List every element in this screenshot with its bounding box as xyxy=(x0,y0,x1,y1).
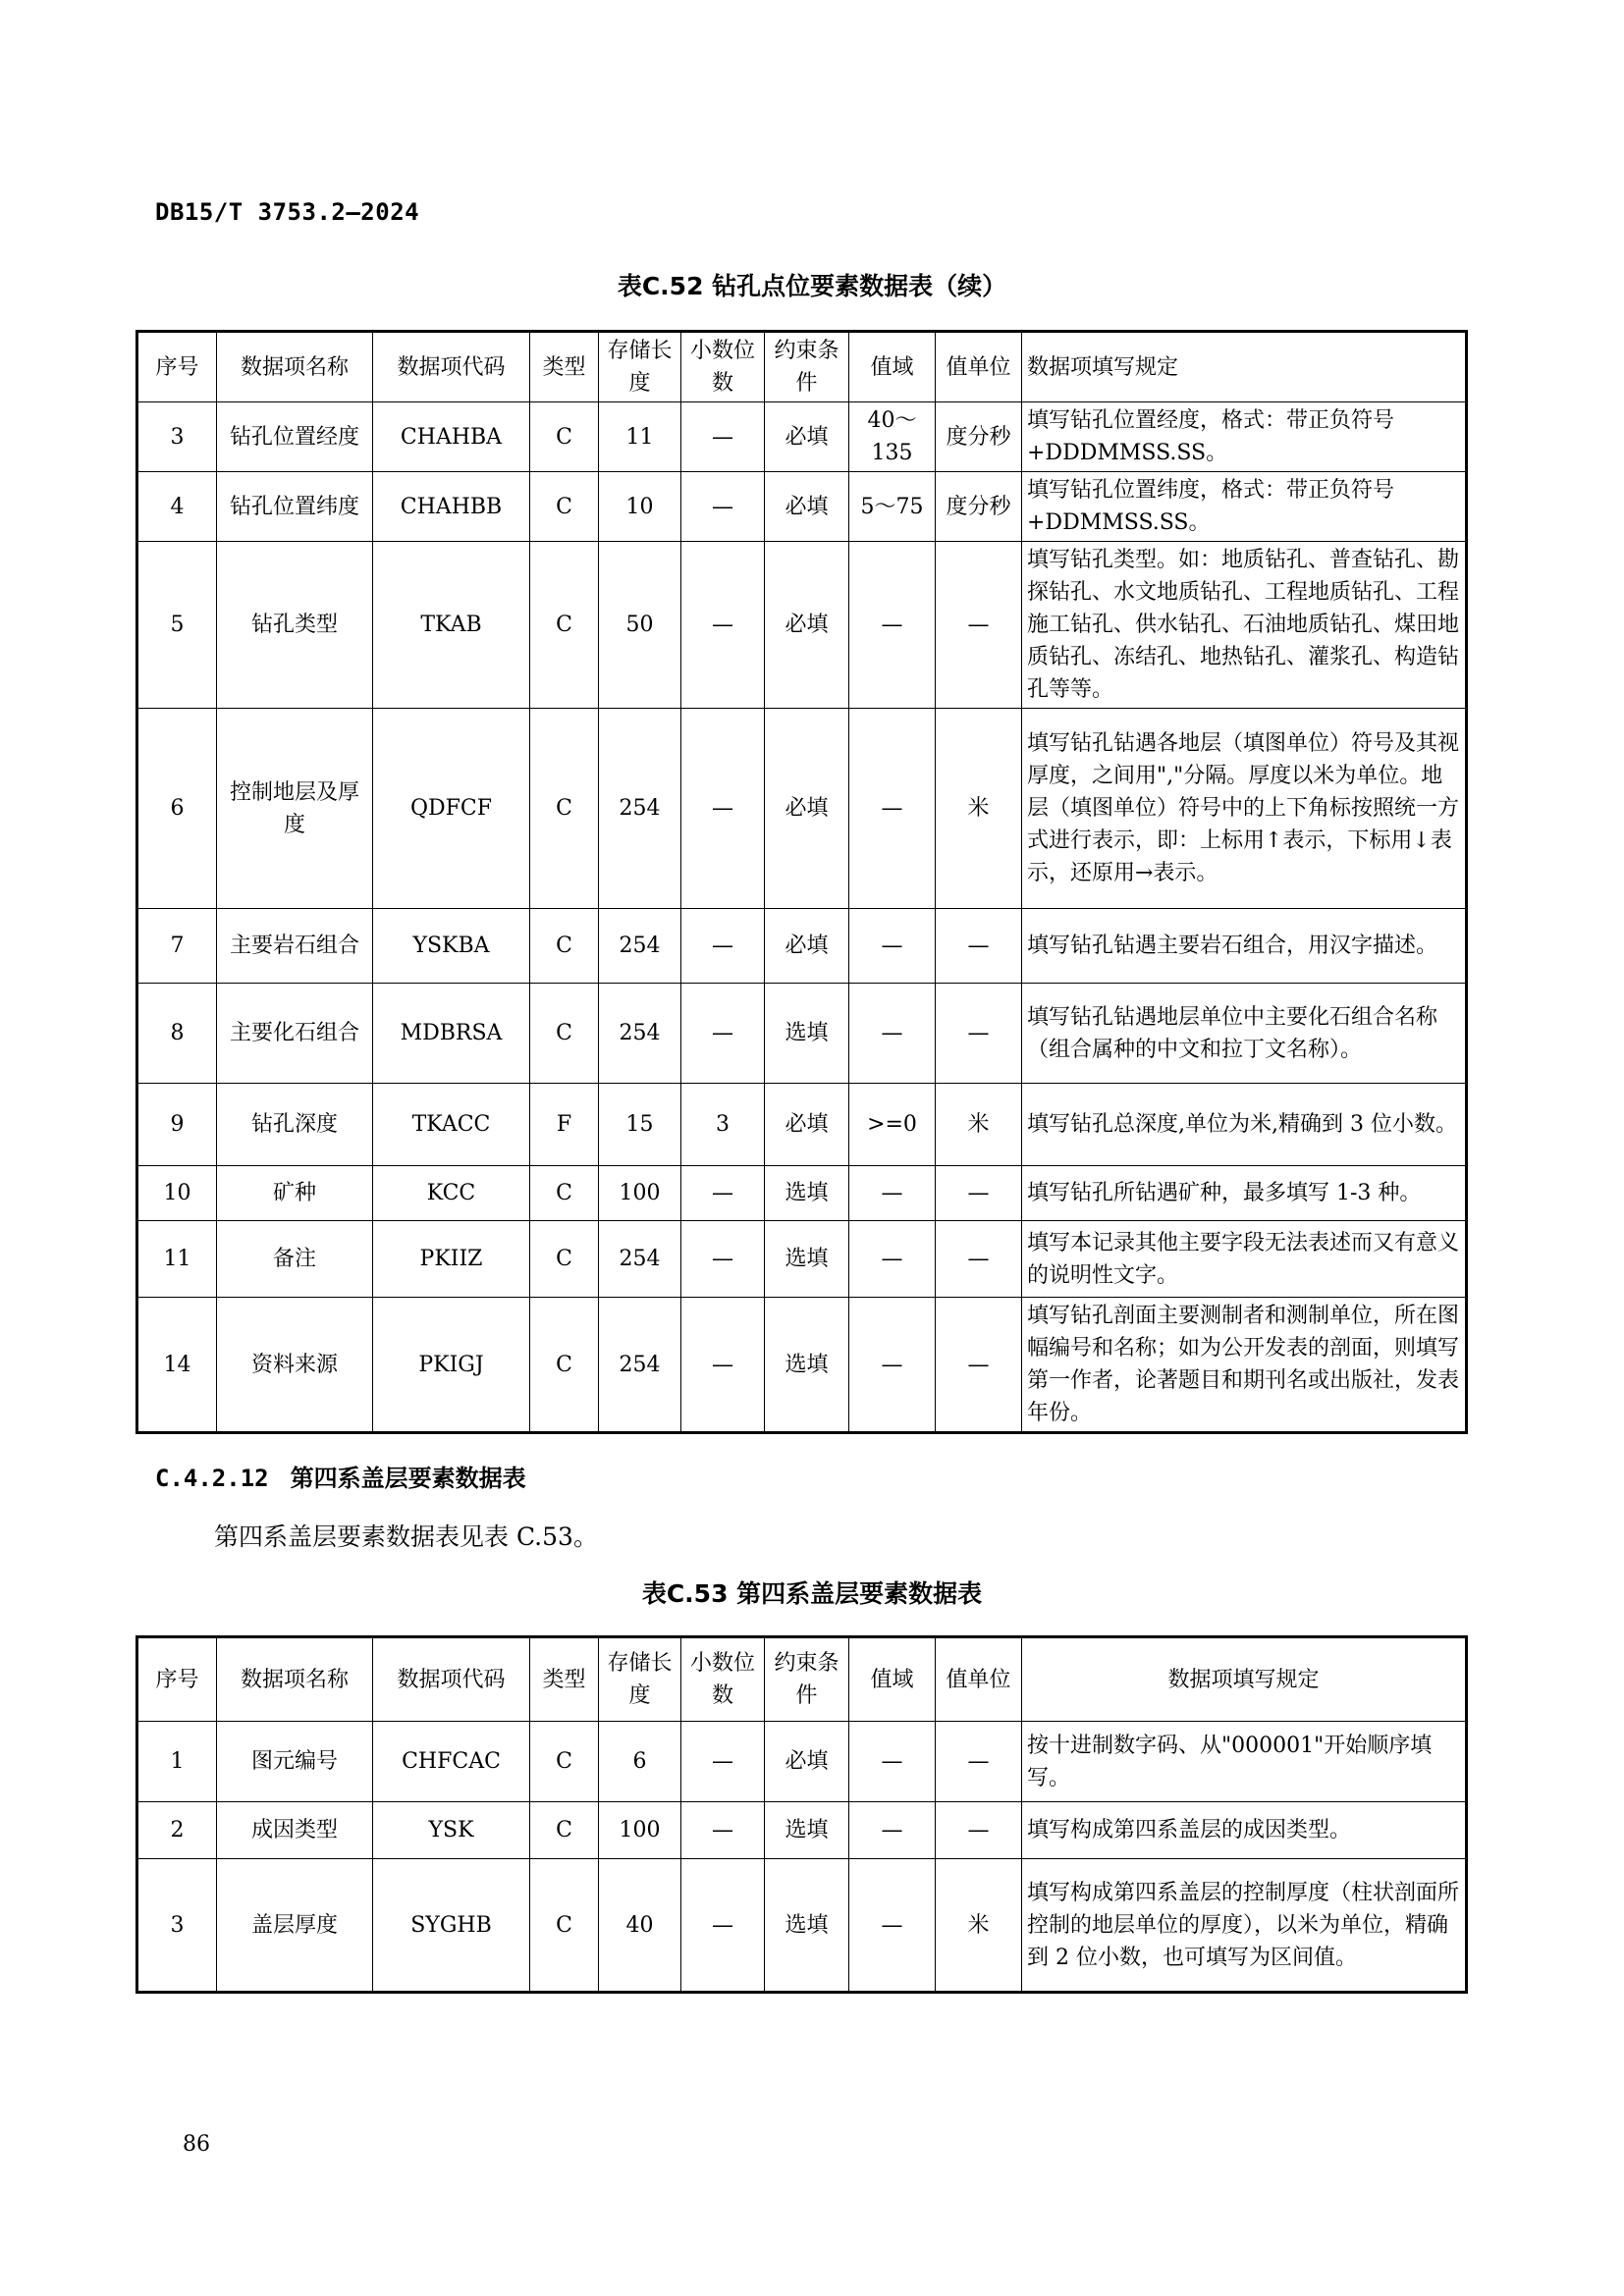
section-title: 第四系盖层要素数据表 xyxy=(290,1465,526,1492)
table-cell: — xyxy=(681,709,765,909)
table-cell: 选填 xyxy=(765,984,849,1084)
table-cell: SYGHB xyxy=(373,1859,530,1993)
table-cell: 10 xyxy=(137,1166,217,1221)
table-cell: C xyxy=(530,1166,599,1221)
table-cell: CHAHBB xyxy=(373,472,530,542)
table-cell: 选填 xyxy=(765,1298,849,1433)
header-cell: 值域 xyxy=(849,332,936,402)
table-cell: 必填 xyxy=(765,472,849,542)
table-row xyxy=(137,909,1467,984)
header-cell: 数据项填写规定 xyxy=(1022,1637,1467,1722)
table-cell: 控制地层及厚度 xyxy=(217,709,373,909)
table2 xyxy=(135,1635,1468,1994)
table-cell: — xyxy=(681,1802,765,1859)
table-cell: 5～75 xyxy=(849,472,936,542)
table-cell: >=0 xyxy=(849,1084,936,1166)
table-cell: 填写钻孔剖面主要测制者和测制单位，所在图幅编号和名称；如为公开发表的剖面，则填写第一作者，论著题目和期刊名或出版社，发表年份。 xyxy=(1022,1298,1467,1433)
header-cell: 序号 xyxy=(137,332,217,402)
table-cell: F xyxy=(530,1084,599,1166)
table-cell: YSKBA xyxy=(373,909,530,984)
table-header-row xyxy=(137,332,1467,402)
table-cell: 6 xyxy=(599,1722,681,1802)
header-cell: 存储长度 xyxy=(599,332,681,402)
table-cell: PKIIZ xyxy=(373,1221,530,1298)
table-cell: — xyxy=(936,1166,1022,1221)
table-cell: MDBRSA xyxy=(373,984,530,1084)
table-cell: — xyxy=(681,984,765,1084)
table-cell: 盖层厚度 xyxy=(217,1859,373,1993)
table-cell: 3 xyxy=(681,1084,765,1166)
table-cell: — xyxy=(936,542,1022,709)
header-cell: 数据项代码 xyxy=(373,1637,530,1722)
header-cell: 小数位数 xyxy=(681,1637,765,1722)
table-row xyxy=(137,1166,1467,1221)
table-cell: 米 xyxy=(936,1084,1022,1166)
table-cell: 填写钻孔位置经度，格式：带正负符号+DDDMMSS.SS。 xyxy=(1022,402,1467,472)
table-cell: 选填 xyxy=(765,1859,849,1993)
table-cell: 14 xyxy=(137,1298,217,1433)
table-cell: — xyxy=(849,1166,936,1221)
table-cell: 矿种 xyxy=(217,1166,373,1221)
section-heading xyxy=(155,1459,526,1493)
table-cell: C xyxy=(530,984,599,1084)
table-cell: — xyxy=(936,1221,1022,1298)
table-cell: 254 xyxy=(599,984,681,1084)
header-cell: 小数位数 xyxy=(681,332,765,402)
table-row xyxy=(137,1859,1467,1993)
table-cell: TKAB xyxy=(373,542,530,709)
table-cell: 填写钻孔所钻遇矿种，最多填写 1-3 种。 xyxy=(1022,1166,1467,1221)
table-cell: 填写构成第四系盖层的控制厚度（柱状剖面所控制的地层单位的厚度），以米为单位，精确到 2 位小数，也可填写为区间值。 xyxy=(1022,1859,1467,1993)
table-cell: 资料来源 xyxy=(217,1298,373,1433)
table-cell: TKACC xyxy=(373,1084,530,1166)
table-cell: 40～135 xyxy=(849,402,936,472)
table-cell: 按十进制数字码、从"000001"开始顺序填写。 xyxy=(1022,1722,1467,1802)
table-cell: 图元编号 xyxy=(217,1722,373,1802)
table-cell: — xyxy=(936,1298,1022,1433)
table-cell: 254 xyxy=(599,709,681,909)
table-cell: 米 xyxy=(936,1859,1022,1993)
table-cell: 1 xyxy=(137,1722,217,1802)
table-cell: QDFCF xyxy=(373,709,530,909)
table-cell: 3 xyxy=(137,1859,217,1993)
document-id: DB15/T 3753.2—2024 xyxy=(155,198,420,226)
header-cell: 值单位 xyxy=(936,1637,1022,1722)
table-cell: C xyxy=(530,909,599,984)
table-cell: 50 xyxy=(599,542,681,709)
table-cell: 100 xyxy=(599,1166,681,1221)
header-cell: 数据项代码 xyxy=(373,332,530,402)
table-cell: 15 xyxy=(599,1084,681,1166)
table-cell: — xyxy=(681,1221,765,1298)
table-cell: 选填 xyxy=(765,1802,849,1859)
table-cell: 填写构成第四系盖层的成因类型。 xyxy=(1022,1802,1467,1859)
table-cell: 必填 xyxy=(765,1084,849,1166)
table-cell: 填写钻孔类型。如：地质钻孔、普查钻孔、勘探钻孔、水文地质钻孔、工程地质钻孔、工程施工钻孔、供水钻孔、石油地质钻孔、煤田地质钻孔、冻结孔、地热钻孔、灌浆孔、构造钻孔等等。 xyxy=(1022,542,1467,709)
table-row xyxy=(137,1298,1467,1433)
table1-caption: 表C.52 钻孔点位要素数据表（续） xyxy=(617,272,1007,300)
table2-caption: 表C.53 第四系盖层要素数据表 xyxy=(641,1579,983,1608)
header-cell: 值单位 xyxy=(936,332,1022,402)
table-cell: C xyxy=(530,1298,599,1433)
table-row xyxy=(137,1802,1467,1859)
table-cell: 9 xyxy=(137,1084,217,1166)
table-cell: 必填 xyxy=(765,909,849,984)
table-cell: — xyxy=(849,909,936,984)
table-cell: — xyxy=(681,402,765,472)
table-cell: 备注 xyxy=(217,1221,373,1298)
table-cell: 填写钻孔钻遇地层单位中主要化石组合名称（组合属种的中文和拉丁文名称）。 xyxy=(1022,984,1467,1084)
section-number: C.4.2.12 xyxy=(155,1465,269,1492)
table-cell: — xyxy=(681,1859,765,1993)
table-cell: C xyxy=(530,1859,599,1993)
table-cell: 7 xyxy=(137,909,217,984)
table-cell: CHAHBA xyxy=(373,402,530,472)
header-cell: 值域 xyxy=(849,1637,936,1722)
table1 xyxy=(135,330,1468,1434)
table-cell: — xyxy=(849,1859,936,1993)
table-cell: — xyxy=(681,909,765,984)
table-cell: 钻孔位置纬度 xyxy=(217,472,373,542)
header-cell: 数据项名称 xyxy=(217,1637,373,1722)
table-cell: — xyxy=(681,472,765,542)
table-cell: 254 xyxy=(599,1221,681,1298)
table-cell: — xyxy=(849,1722,936,1802)
header-cell: 约束条件 xyxy=(765,332,849,402)
table-cell: 11 xyxy=(137,1221,217,1298)
header-cell: 存储长度 xyxy=(599,1637,681,1722)
table-cell: 主要化石组合 xyxy=(217,984,373,1084)
table-cell: 钻孔类型 xyxy=(217,542,373,709)
table-cell: 选填 xyxy=(765,1221,849,1298)
table-header-row xyxy=(137,1637,1467,1722)
table-cell: — xyxy=(936,909,1022,984)
table-cell: KCC xyxy=(373,1166,530,1221)
table-cell: C xyxy=(530,402,599,472)
table-cell: 必填 xyxy=(765,1722,849,1802)
header-cell: 数据项名称 xyxy=(217,332,373,402)
table-row xyxy=(137,709,1467,909)
table-cell: PKIGJ xyxy=(373,1298,530,1433)
table-cell: — xyxy=(936,1722,1022,1802)
header-cell: 类型 xyxy=(530,332,599,402)
table-cell: — xyxy=(849,1221,936,1298)
table-cell: 填写本记录其他主要字段无法表述而又有意义的说明性文字。 xyxy=(1022,1221,1467,1298)
table-row xyxy=(137,984,1467,1084)
table-cell: 4 xyxy=(137,472,217,542)
table-cell: 钻孔深度 xyxy=(217,1084,373,1166)
table-cell: 2 xyxy=(137,1802,217,1859)
table-cell: — xyxy=(849,542,936,709)
table-cell: 10 xyxy=(599,472,681,542)
table-cell: 40 xyxy=(599,1859,681,1993)
table-cell: C xyxy=(530,472,599,542)
table-cell: 填写钻孔钻遇主要岩石组合，用汉字描述。 xyxy=(1022,909,1467,984)
table-cell: 填写钻孔总深度,单位为米,精确到 3 位小数。 xyxy=(1022,1084,1467,1166)
table-cell: 必填 xyxy=(765,402,849,472)
header-cell: 类型 xyxy=(530,1637,599,1722)
table-cell: CHFCAC xyxy=(373,1722,530,1802)
table-cell: — xyxy=(849,709,936,909)
table-cell: 米 xyxy=(936,709,1022,909)
table-cell: 主要岩石组合 xyxy=(217,909,373,984)
table-cell: 钻孔位置经度 xyxy=(217,402,373,472)
table-cell: — xyxy=(681,1298,765,1433)
table-cell: 度分秒 xyxy=(936,472,1022,542)
table-cell: 必填 xyxy=(765,709,849,909)
table-cell: C xyxy=(530,709,599,909)
table-cell: 3 xyxy=(137,402,217,472)
table-cell: 11 xyxy=(599,402,681,472)
table-cell: — xyxy=(681,542,765,709)
table-cell: — xyxy=(849,984,936,1084)
table-cell: — xyxy=(849,1802,936,1859)
table-cell: C xyxy=(530,1802,599,1859)
table-cell: 填写钻孔位置纬度，格式：带正负符号+DDMMSS.SS。 xyxy=(1022,472,1467,542)
table-cell: 254 xyxy=(599,909,681,984)
table-row xyxy=(137,1722,1467,1802)
header-cell: 数据项填写规定 xyxy=(1022,332,1467,402)
table-cell: 填写钻孔钻遇各地层（填图单位）符号及其视厚度，之间用","分隔。厚度以米为单位。地层（填图单位）符号中的上下角标按照统一方式进行表示，即：上标用↑表示，下标用↓表示，还原用→表示。 xyxy=(1022,709,1467,909)
table-cell: 5 xyxy=(137,542,217,709)
table-cell: — xyxy=(681,1166,765,1221)
table-cell: 6 xyxy=(137,709,217,909)
table-cell: — xyxy=(849,1298,936,1433)
header-cell: 约束条件 xyxy=(765,1637,849,1722)
table-cell: 100 xyxy=(599,1802,681,1859)
table-cell: — xyxy=(936,984,1022,1084)
table-cell: 选填 xyxy=(765,1166,849,1221)
table-cell: C xyxy=(530,542,599,709)
table-row xyxy=(137,1084,1467,1166)
table-cell: C xyxy=(530,1221,599,1298)
table-cell: YSK xyxy=(373,1802,530,1859)
page-number: 86 xyxy=(183,2132,210,2157)
table-cell: 254 xyxy=(599,1298,681,1433)
table-row xyxy=(137,472,1467,542)
table-cell: — xyxy=(681,1722,765,1802)
table-row xyxy=(137,542,1467,709)
table-cell: — xyxy=(936,1802,1022,1859)
table-cell: 成因类型 xyxy=(217,1802,373,1859)
table-cell: 必填 xyxy=(765,542,849,709)
table-row xyxy=(137,402,1467,472)
section-paragraph: 第四系盖层要素数据表见表 C.53。 xyxy=(214,1522,598,1551)
table-cell: C xyxy=(530,1722,599,1802)
table-cell: 度分秒 xyxy=(936,402,1022,472)
header-cell: 序号 xyxy=(137,1637,217,1722)
table-cell: 8 xyxy=(137,984,217,1084)
table-row xyxy=(137,1221,1467,1298)
